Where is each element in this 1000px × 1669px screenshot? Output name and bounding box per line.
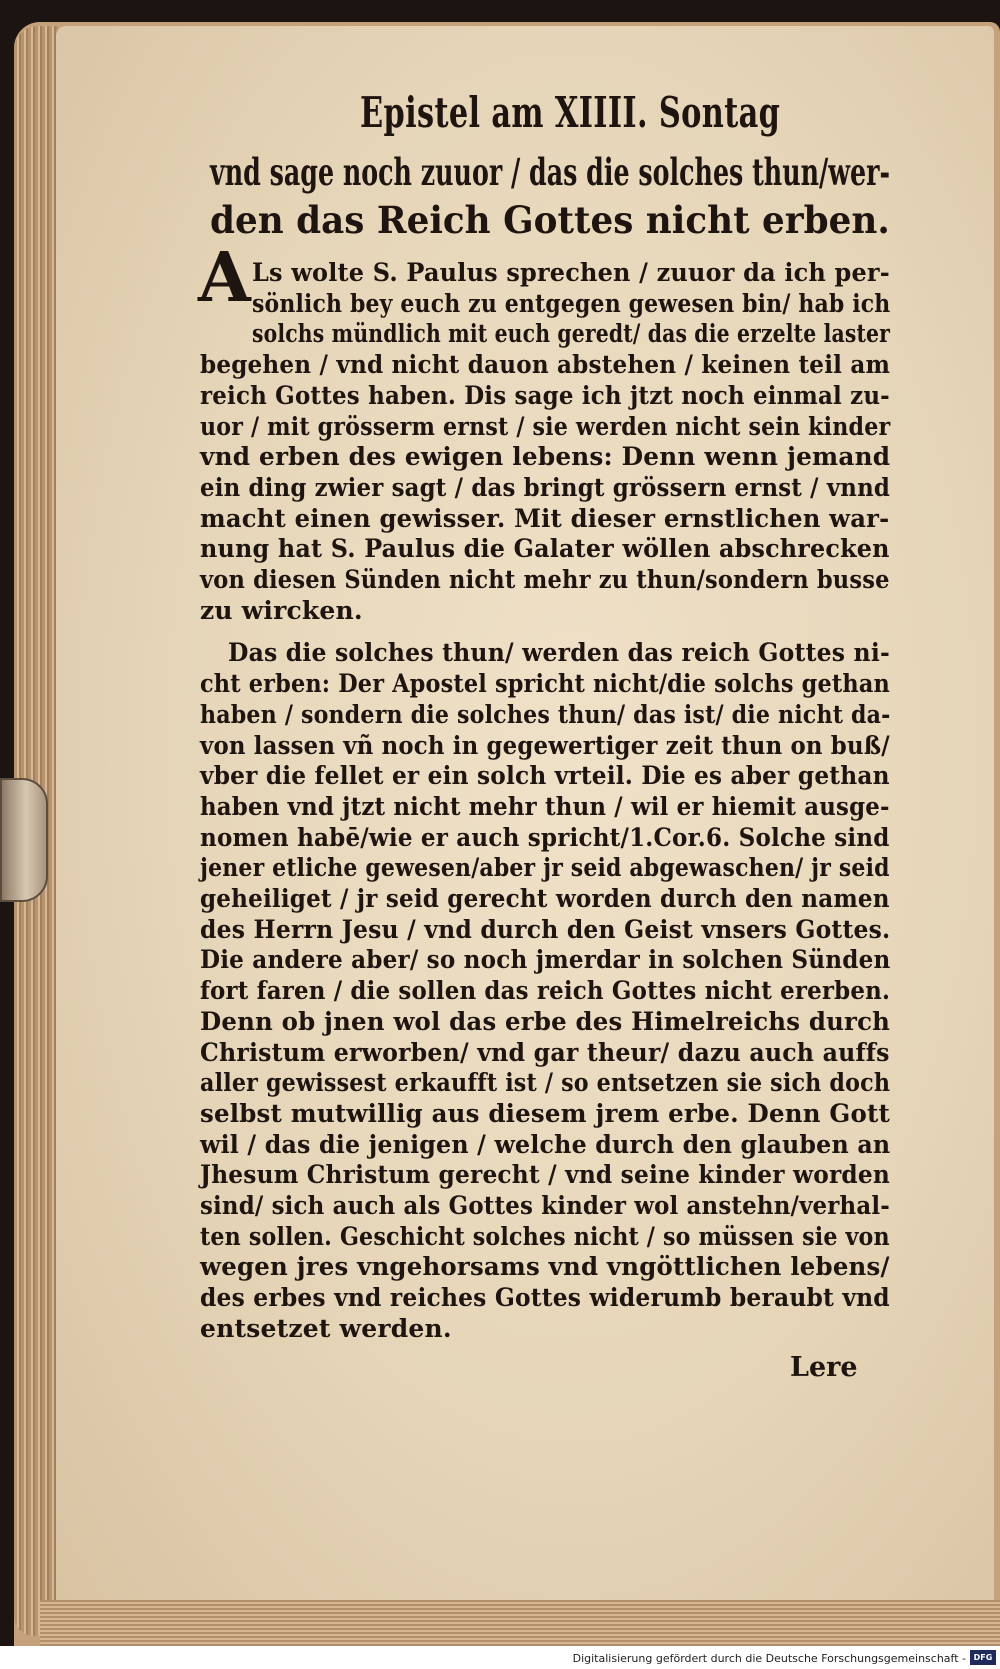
- body-line: macht einen gewisser. Mit dieser ernstlichen war-: [200, 503, 890, 533]
- body-line: Die andere aber/ so noch jmerdar in solchen Sünden: [200, 945, 891, 975]
- body-line: aller gewissest erkaufft ist / so entsetzen sie sich doch: [200, 1068, 891, 1098]
- body-line: sönlich bey euch zu entgegen gewesen bin/ hab ich: [252, 288, 891, 318]
- footer-credit: Digitalisierung gefördert durch die Deutsche Forschungsgemeinschaft -: [572, 1652, 966, 1665]
- body-line: Denn ob jnen wol das erbe des Himelreichs durch: [200, 1006, 891, 1036]
- body-line: geheiliget / jr seid gerecht worden durch den namen: [200, 884, 890, 913]
- body-line: vnd erben des ewigen lebens: Denn wenn jemand: [200, 442, 891, 472]
- body-line: Christum erworben/ vnd gar theur/ dazu auch auffs: [200, 1037, 890, 1067]
- body-line: jener etliche gewesen/aber jr seid abgewaschen/ jr seid: [200, 853, 890, 883]
- dfg-logo: DFG: [970, 1650, 996, 1665]
- body-line: nung hat S. Paulus die Galater wöllen abschrecken: [200, 534, 890, 564]
- body-line: wil / das die jenigen / welche durch den glauben an: [200, 1129, 891, 1159]
- body-line: ten sollen. Geschicht solches nicht / so müssen sie von: [200, 1221, 890, 1251]
- body-line: reich Gottes haben. Dis sage ich jtzt noch einmal zu-: [200, 380, 890, 410]
- body-line: solchs mündlich mit euch geredt/ das die erzelte laster: [252, 319, 891, 349]
- drop-cap: A: [198, 238, 251, 318]
- body-line: wegen jres vngehorsams vnd vngöttlichen lebens/: [200, 1252, 890, 1282]
- body-line: ein ding zwier sagt / das bringt grössern ernst / vnnd: [200, 472, 891, 502]
- page-edges-bottom: [40, 1600, 1000, 1646]
- body-line: zu wircken.: [200, 595, 363, 625]
- body-line: Jhesum Christum gerecht / vnd seine kinder worden: [200, 1160, 890, 1190]
- body-line: nomen habē/wie er auch spricht/1.Cor.6. Solche sind: [200, 822, 890, 852]
- body-line: begehen / vnd nicht dauon abstehen / keinen teil am: [200, 350, 891, 380]
- body-line: selbst mutwillig aus diesem jrem erbe. Denn Gott: [200, 1098, 891, 1128]
- body-line: vber die fellet er ein solch vrteil. Die es aber gethan: [200, 761, 890, 791]
- body-line: sind/ sich auch als Gottes kinder wol anstehn/verhal-: [200, 1191, 890, 1220]
- body-line: von diesen Sünden nicht mehr zu thun/sondern busse: [200, 565, 890, 594]
- book-clasp: [0, 778, 48, 902]
- body-line: uor / mit grösserm ernst / sie werden nicht sein kinder: [200, 411, 891, 441]
- body-line: cht erben: Der Apostel spricht nicht/die solchs gethan: [200, 669, 890, 699]
- body-line: entsetzet werden.: [200, 1313, 452, 1343]
- verse-line: den das Reich Gottes nicht erben.: [210, 198, 890, 242]
- running-head: Epistel am XIIII. Sontag: [360, 88, 781, 137]
- body-line: des erbes vnd reiches Gottes widerumb beraubt vnd: [200, 1283, 890, 1313]
- body-line: von lassen vñ noch in gegewertiger zeit thun on buß/: [200, 730, 890, 760]
- body-line: haben / sondern die solches thun/ das ist/ die nicht da-: [200, 699, 891, 729]
- body-line: haben vnd jtzt nicht mehr thun / wil er hiemit ausge-: [200, 791, 890, 821]
- body-line: fort faren / die sollen das reich Gottes nicht ererben.: [200, 976, 891, 1006]
- verse-line: vnd sage noch zuuor / das die solches thun/wer-: [210, 150, 890, 194]
- catchword: Lere: [790, 1352, 858, 1383]
- body-line: Ls wolte S. Paulus sprechen / zuuor da ich per-: [252, 258, 890, 287]
- body-line: Das die solches thun/ werden das reich Gottes ni-: [228, 638, 890, 668]
- body-line: des Herrn Jesu / vnd durch den Geist vnsers Gottes.: [200, 914, 891, 944]
